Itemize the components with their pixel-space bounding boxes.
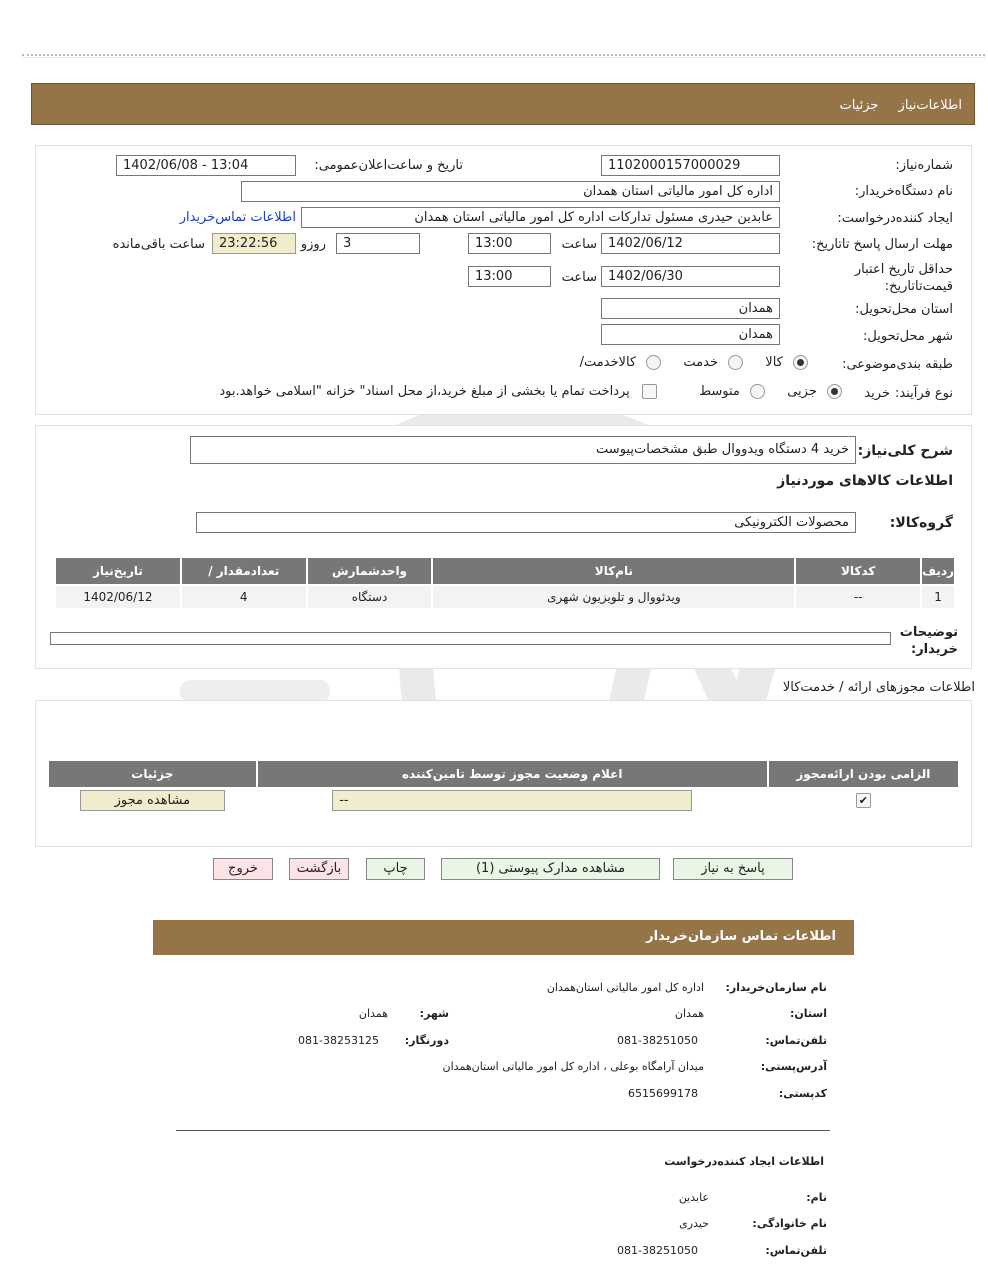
days-field: 3	[336, 233, 420, 254]
process-radio-minor[interactable]	[827, 384, 842, 399]
license-required-cell	[769, 789, 958, 811]
cell-code: --	[796, 586, 920, 608]
view-license-button[interactable]: مشاهده مجوز	[80, 790, 225, 811]
city-label: شهر محل‌تحویل:	[863, 329, 953, 344]
col-license-status: اعلام وضعیت مجوز توسط تامین‌کننده	[258, 761, 767, 787]
col-date: تاریخ‌نیاز	[56, 558, 180, 584]
top-divider	[22, 54, 985, 58]
need-number-field: 1102000157000029	[601, 155, 780, 176]
contact-phone-value: 081-38251050	[617, 1034, 698, 1047]
license-title: اطلاعات مجوزهای ارائه / خدمت‌کالا	[782, 680, 975, 695]
license-details-cell	[49, 789, 256, 811]
city-field: همدان	[601, 324, 780, 345]
contact-city-label: شهر:	[419, 1007, 449, 1020]
process-radio-group	[211, 384, 842, 399]
print-button[interactable]: چاپ	[366, 858, 425, 880]
category-radio-group	[574, 355, 808, 370]
treasury-payment-checkbox[interactable]	[642, 384, 657, 399]
need-number-label: شماره‌نیاز:	[895, 158, 953, 173]
remaining-label: ساعت باقی‌مانده	[112, 237, 205, 252]
goods-table-header	[56, 558, 954, 584]
min-validity-label: حداقل تاریخ اعتبار قیمت‌تا‌تاریخ:	[854, 262, 953, 294]
license-required-checkbox[interactable]: ✔	[856, 793, 871, 808]
validity-date-field: 1402/06/30	[601, 266, 780, 287]
creator-name-value: عابدین	[678, 1191, 709, 1204]
address-value: میدان آرامگاه بوعلی ، اداره کل امور مالیاتی استان‌همدان	[442, 1060, 704, 1073]
col-code: کدکالا	[796, 558, 920, 584]
postal-label: کد‌پستی:	[778, 1087, 827, 1100]
table-row	[49, 789, 958, 811]
deadline-hour-label: ساعت	[561, 237, 597, 252]
process-option-medium: متوسط	[699, 384, 740, 399]
category-option-goods: کالا	[765, 355, 783, 370]
goods-table	[54, 556, 956, 610]
buyer-notes-label: توضیحات خریدار:	[899, 625, 958, 657]
validity-time-field: 13:00	[468, 266, 551, 287]
province-field: همدان	[601, 298, 780, 319]
cell-name: ویدئووال و تلویزیون شهری	[433, 586, 794, 608]
validity-hour-label: ساعت	[561, 270, 597, 285]
exit-button[interactable]: خروج	[213, 858, 273, 880]
buyer-contact-link[interactable]: اطلاعات تماس‌خریدار	[179, 210, 296, 225]
creator-info-title: اطلاعات ایجاد کننده‌درخواست	[664, 1155, 824, 1168]
days-label: روزو	[300, 237, 326, 252]
buyer-label: نام دستگاه‌خریدار:	[854, 184, 953, 199]
goods-group-field: محصولات الکترونیکی	[196, 512, 856, 533]
cell-qty: 4	[182, 586, 306, 608]
creator-phone-label: تلفن‌تماس:	[765, 1244, 827, 1257]
back-button[interactable]: بازگشت	[289, 858, 349, 880]
contact-phone-label: تلفن‌تماس:	[765, 1034, 827, 1047]
cell-unit: دستگاه	[308, 586, 432, 608]
general-desc-label: شرح کلی‌نیاز:	[857, 443, 953, 459]
creator-family-value: حیدری	[679, 1217, 709, 1230]
contact-bar-title: اطلاعات تماس سازمان‌خریدار	[646, 929, 836, 944]
cell-date: 1402/06/12	[56, 586, 180, 608]
creator-family-label: نام خانوادگی:	[752, 1217, 827, 1230]
creator-name-label: نام:	[806, 1191, 827, 1204]
process-radio-medium[interactable]	[750, 384, 765, 399]
deadline-label: مهلت ارسال پاسخ تا‌تاریخ:	[811, 237, 953, 252]
col-name: نام‌کالا	[433, 558, 794, 584]
page-header	[31, 83, 975, 125]
category-radio-goods[interactable]	[793, 355, 808, 370]
license-table	[47, 759, 960, 813]
general-desc-field: خرید 4 دستگاه ویدووال طبق مشخصات‌پیوست	[190, 436, 856, 464]
tab-need-info[interactable]: اطلاعات‌نیاز	[898, 98, 962, 113]
col-row: ردیف	[922, 558, 954, 584]
category-label: طبقه بندی‌موضوعی:	[842, 357, 953, 372]
col-qty: تعداد‌مقدار /	[182, 558, 306, 584]
col-license-required: الزامی بودن ارائه‌مجوز	[769, 761, 958, 787]
treasury-payment-note: پرداخت تمام یا بخشی از مبلغ خرید،از محل اسناد" خزانه "اسلامی خواهد.بود	[219, 384, 630, 399]
goods-info-title: اطلاعات کالاهای مورد‌نیاز	[777, 473, 953, 489]
buyer-field: اداره کل امور مالیاتی استان همدان	[241, 181, 780, 202]
process-buy-label: خرید	[864, 386, 890, 401]
reply-button[interactable]: پاسخ به نیاز	[673, 858, 793, 880]
creator-field: عابدین حیدری مسئول تدارکات اداره کل امور مالیاتی استان همدان	[301, 207, 780, 228]
org-label: نام سازمان‌خریدار:	[725, 981, 827, 994]
deadline-date-field: 1402/06/12	[601, 233, 780, 254]
contact-province-value: همدان	[674, 1007, 704, 1020]
creator-label: ایجاد کننده‌درخواست:	[837, 211, 953, 226]
province-label: استان محل‌تحویل:	[855, 302, 953, 317]
contact-city-value: همدان	[358, 1007, 388, 1020]
category-option-both: کالا‌خدمت/	[579, 355, 637, 370]
address-label: آدرس‌پستی:	[760, 1060, 827, 1073]
process-option-minor: جزیی	[787, 384, 817, 399]
license-table-header	[49, 761, 958, 787]
org-value: اداره کل امور مالیاتی استان‌همدان	[546, 981, 704, 994]
license-status-field[interactable]: --	[332, 790, 692, 811]
contact-province-label: استان:	[790, 1007, 827, 1020]
col-license-details: جزئیات	[49, 761, 256, 787]
contact-fax-value: 081-38253125	[298, 1034, 379, 1047]
announce-field: 1402/06/08 - 13:04	[116, 155, 296, 176]
contact-header-bar	[153, 920, 854, 955]
remaining-time-field: 23:22:56	[212, 233, 296, 254]
contact-divider	[176, 1130, 830, 1131]
col-unit: واحدشمارش	[308, 558, 432, 584]
contact-fax-label: دورنگار:	[404, 1034, 449, 1047]
attachments-button[interactable]: مشاهده مدارک پیوستی (1)	[441, 858, 660, 880]
goods-group-label: گروه‌کالا:	[889, 515, 953, 531]
process-label: نوع فرآیند:	[895, 386, 953, 401]
creator-phone-value: 081-38251050	[617, 1244, 698, 1257]
tab-details[interactable]: جزئیات	[839, 98, 879, 113]
license-status-cell	[258, 789, 767, 811]
buyer-notes-field	[50, 632, 891, 645]
category-option-service: خدمت	[683, 355, 718, 370]
deadline-time-field: 13:00	[468, 233, 551, 254]
postal-value: 6515699178	[628, 1087, 698, 1100]
category-radio-service[interactable]	[728, 355, 743, 370]
table-row	[56, 586, 954, 608]
announce-label: تاریخ و ساعت‌اعلان‌عمومی:	[314, 158, 463, 173]
category-radio-both[interactable]	[646, 355, 661, 370]
cell-row: 1	[922, 586, 954, 608]
